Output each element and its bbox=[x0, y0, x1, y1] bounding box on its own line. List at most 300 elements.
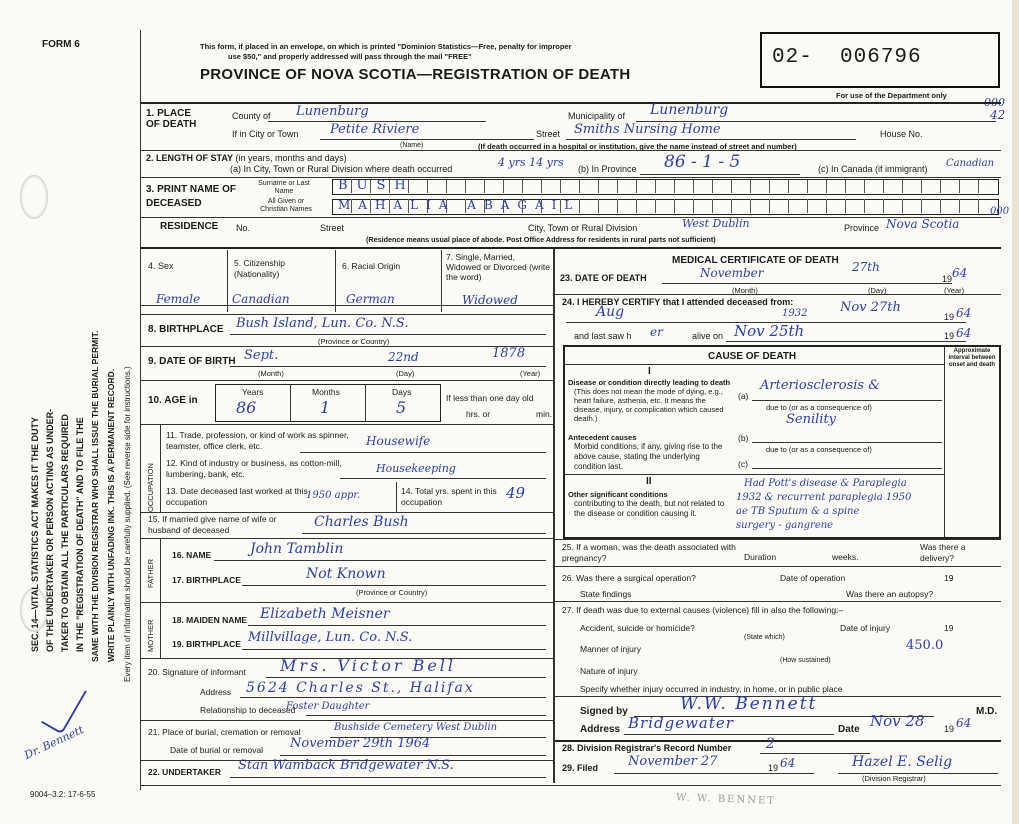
registrar-stamp: W. W. BENNET bbox=[675, 792, 777, 807]
vertical-line-1: SEC. 14—VITAL STATISTICS ACT MAKES IT THE DUTY bbox=[30, 416, 40, 652]
mother-maiden-value: Elizabeth Meisner bbox=[260, 606, 390, 622]
name-grid-cell bbox=[921, 179, 922, 193]
birthplace-line bbox=[230, 334, 546, 335]
trade-line bbox=[300, 452, 546, 453]
residence-label: RESIDENCE bbox=[160, 221, 219, 232]
date-of-death-year: 64 bbox=[952, 266, 968, 280]
sign-address-value: Bridgewater bbox=[628, 714, 734, 732]
years-label: Years bbox=[242, 387, 264, 397]
burial-date-line bbox=[280, 755, 546, 756]
father-side-line bbox=[160, 538, 161, 602]
manner-label: Manner of injury bbox=[580, 644, 641, 654]
delivery-label: Was there a delivery? bbox=[920, 542, 966, 563]
relationship-line bbox=[306, 715, 546, 716]
name-grid-cell bbox=[465, 179, 466, 193]
informant-sig-value: Mrs. Victor Bell bbox=[280, 656, 457, 675]
date-of-death-month: November bbox=[700, 266, 764, 280]
vertical-line-2: OF THE UNDERTAKER OR PERSON ACTING AS UNDER- bbox=[45, 408, 55, 652]
name-grid-cell bbox=[807, 179, 808, 193]
signed-value: W.W. Bennett bbox=[680, 694, 818, 714]
city-label: If in City or Town bbox=[232, 129, 299, 139]
house-label: House No. bbox=[880, 129, 923, 139]
name-grid-cell bbox=[484, 179, 485, 193]
margin-divider bbox=[140, 30, 141, 790]
weeks-label: weeks. bbox=[832, 552, 859, 562]
date-of-death-day: 27th bbox=[852, 260, 880, 274]
dob-month-caption: (Month) bbox=[258, 369, 284, 378]
cause-c-line bbox=[752, 468, 942, 469]
medical-heading: MEDICAL CERTIFICATE OF DEATH bbox=[672, 255, 839, 266]
birthplace-caption: (Province or Country) bbox=[318, 337, 390, 346]
name-grid-cell bbox=[750, 179, 751, 193]
filed-year: 64 bbox=[780, 756, 796, 770]
other-line-3: ae TB Sputum & a spine bbox=[736, 506, 860, 517]
city-value: Petite Riviere bbox=[330, 122, 420, 137]
age-label: 10. AGE in bbox=[148, 395, 198, 406]
name-grid-cell bbox=[902, 179, 903, 193]
residence-note: (Residence means usual place of abode. Post Office Address for residents in rural parts not sufficient) bbox=[366, 235, 716, 244]
registration-number-box bbox=[760, 32, 1000, 88]
stay-c-value: Canadian bbox=[946, 158, 995, 169]
name-grid-cell bbox=[636, 199, 637, 213]
name-grid-cell bbox=[883, 199, 884, 213]
years-value: 86 bbox=[236, 398, 257, 417]
name-grid-cell bbox=[959, 179, 960, 193]
dob-label: 9. DATE OF BIRTH bbox=[148, 356, 236, 367]
sex-label: 4. Sex bbox=[148, 261, 174, 271]
name-grid-cell bbox=[522, 179, 523, 193]
name-grid-cell bbox=[636, 179, 637, 193]
vertical-line-3: TAKER TO OBTAIN ALL THE PARTICULARS REQUIRED bbox=[60, 414, 70, 652]
name-grid-cell bbox=[921, 199, 922, 213]
name-grid-cell bbox=[712, 199, 713, 213]
age-sep-1 bbox=[290, 384, 291, 421]
certify-to-year: 64 bbox=[956, 306, 972, 320]
days-label: Days bbox=[392, 387, 412, 397]
total-years-label: 14. Total yrs. spent in this occupation bbox=[401, 486, 497, 507]
surgery-label: 26. Was there a surgical operation? bbox=[562, 573, 696, 583]
name-grid-cell bbox=[940, 199, 941, 213]
municipality-label: Municipality of bbox=[568, 111, 626, 121]
name-grid-cell bbox=[598, 199, 599, 213]
hrs-label: hrs. or bbox=[466, 409, 491, 419]
rule-3 bbox=[141, 177, 1001, 178]
rule-24 bbox=[555, 294, 1001, 295]
racial-label: 6. Racial Origin bbox=[342, 261, 401, 271]
last-worked-label: 13. Date deceased last worked at this occupation bbox=[166, 486, 308, 507]
father-birthplace-line bbox=[242, 585, 546, 586]
mother-birthplace-line bbox=[242, 649, 546, 650]
months-value: 1 bbox=[320, 398, 331, 417]
name-grid-cell bbox=[864, 199, 865, 213]
county-value: Lunenburg bbox=[296, 104, 369, 119]
spouse-label: 15. If married give name of wife or husband of deceased bbox=[148, 514, 277, 535]
alive-label: alive on bbox=[692, 331, 724, 341]
name-grid-cell bbox=[427, 179, 428, 193]
other-line-2: 1932 & recurrent paraplegia 1950 bbox=[736, 492, 912, 503]
spouse-line bbox=[302, 533, 546, 534]
city-line bbox=[320, 139, 534, 140]
rule-25 bbox=[555, 539, 1001, 540]
residence-side-code: 000 bbox=[990, 206, 1010, 217]
dob-year-caption: (Year) bbox=[520, 369, 541, 378]
rule-11 bbox=[141, 424, 553, 425]
street-label: Street bbox=[536, 129, 561, 139]
name-grid-cell bbox=[598, 179, 599, 193]
cause-a-line bbox=[752, 400, 942, 401]
surname-value: BUSH bbox=[338, 178, 415, 193]
burial-date-value: November 29th 1964 bbox=[290, 736, 431, 751]
rule-28 bbox=[555, 740, 1001, 742]
stay-label-row: 2. LENGTH OF STAY (in years, months and days) bbox=[146, 153, 347, 163]
record-label: 28. Division Registrar's Record Number bbox=[562, 743, 732, 753]
rule-top bbox=[141, 102, 1001, 104]
name-grid-cell bbox=[978, 179, 979, 193]
cause-head-rule bbox=[565, 364, 944, 365]
birthplace-value: Bush Island, Lun. Co. N.S. bbox=[236, 316, 409, 331]
rule-16 bbox=[141, 538, 553, 539]
name-grid-cell bbox=[845, 179, 846, 193]
mail-notice-2: use $50," and properly addressed will pass through the mail "FREE" bbox=[228, 52, 472, 61]
external-label: 27. If death was due to external causes (violence) fill in also the following:– bbox=[562, 605, 844, 615]
roman-2: II bbox=[646, 476, 652, 487]
certify-from-year: 1932 bbox=[782, 308, 808, 319]
father-birthplace-value: Not Known bbox=[306, 566, 386, 582]
name-grid-cell bbox=[788, 179, 789, 193]
filed-line bbox=[614, 773, 814, 774]
name-grid-cell bbox=[769, 199, 770, 213]
rule-15 bbox=[141, 512, 553, 513]
father-name-value: John Tamblin bbox=[250, 541, 344, 557]
dod-month-caption: (Month) bbox=[732, 286, 758, 295]
industry-value: Housekeeping bbox=[376, 462, 456, 475]
alive-line bbox=[726, 341, 966, 342]
given-label: All Given or Christian Names bbox=[260, 198, 312, 213]
total-years-value: 49 bbox=[506, 484, 526, 502]
burial-place-label: 21. Place of burial, cremation or removal bbox=[148, 727, 301, 737]
punch-hole-top bbox=[20, 175, 48, 219]
cause-c-label: (c) bbox=[738, 459, 748, 469]
name-grid-cell bbox=[674, 199, 675, 213]
sign-year: 64 bbox=[956, 716, 972, 730]
interval-heading: Approximate interval between onset and death bbox=[948, 348, 996, 368]
interval-col-line bbox=[944, 347, 945, 537]
name-grid-cell bbox=[788, 199, 789, 213]
name-grid-cell bbox=[959, 199, 960, 213]
cause-heading: CAUSE OF DEATH bbox=[708, 351, 797, 362]
hospital-note: (If death occurred in a hospital or institution, give the name instead of street and number) bbox=[478, 142, 797, 151]
state-which-caption: (State which) bbox=[744, 634, 785, 641]
dob-month-value: Sept. bbox=[244, 348, 279, 363]
industry-line bbox=[340, 478, 546, 479]
alive-value: Nov 25th bbox=[734, 322, 805, 340]
name-grid-cell bbox=[655, 199, 656, 213]
date-operation-label: Date of operation bbox=[780, 573, 846, 583]
name-grid-cell bbox=[807, 199, 808, 213]
occupation-side-line bbox=[160, 424, 161, 512]
date-of-death-year-prefix: 19 bbox=[942, 274, 953, 284]
street-value: Smiths Nursing Home bbox=[574, 122, 721, 137]
dod-year-caption: (Year) bbox=[944, 286, 965, 295]
mother-maiden-line bbox=[248, 625, 546, 626]
vertical-line-4: IN THE "REGISTRATION OF DEATH" AND TO FILE THE bbox=[75, 417, 85, 652]
name-grid-cell bbox=[826, 199, 827, 213]
cause-ii-rule bbox=[565, 474, 944, 475]
vertical-line-6: WRITE PLAINLY WITH UNFADING INK. THIS IS A PERMANENT RECORD. bbox=[106, 368, 116, 662]
name-grid-cell bbox=[617, 199, 618, 213]
other-line-1: Had Pott's disease & Paraplegia bbox=[744, 478, 907, 489]
how-caption: (How sustained) bbox=[780, 657, 831, 664]
dob-day-caption: (Day) bbox=[396, 369, 415, 378]
name-grid-cell bbox=[883, 179, 884, 193]
direct-label: Disease or condition directly leading to death bbox=[568, 378, 731, 387]
filed-value: November 27 bbox=[628, 754, 718, 769]
sign-address-line bbox=[624, 734, 834, 735]
last-saw-label: and last saw h bbox=[574, 331, 632, 341]
surname-label: Surname or Last Name bbox=[258, 180, 310, 195]
name-grid-cell bbox=[617, 179, 618, 193]
street-line bbox=[566, 139, 856, 140]
mother-maiden-label: 18. MAIDEN NAME bbox=[172, 615, 248, 625]
registrar-caption: (Division Registrar) bbox=[862, 774, 926, 783]
dob-day-value: 22nd bbox=[388, 350, 419, 364]
burial-date-label: Date of burial or removal bbox=[170, 745, 264, 755]
certify-to: Nov 27th bbox=[840, 300, 901, 315]
trade-value: Housewife bbox=[366, 434, 431, 448]
undertaker-line bbox=[230, 777, 546, 778]
dob-line bbox=[230, 366, 546, 367]
form-label: FORM 6 bbox=[42, 39, 80, 50]
signed-label: Signed by bbox=[580, 706, 628, 717]
dept-use-note: For use of the Department only bbox=[836, 91, 947, 100]
dept-code-2: 42 bbox=[990, 108, 1006, 122]
sign-year-prefix: 19 bbox=[944, 724, 955, 734]
filed-year-prefix: 19 bbox=[768, 763, 779, 773]
spouse-value: Charles Bush bbox=[314, 514, 409, 530]
name-grid-cell bbox=[693, 199, 694, 213]
rule-bottom bbox=[141, 785, 1001, 786]
last-worked-value: 1950 appr. bbox=[306, 490, 361, 501]
cause-a-value: Arteriosclerosis & bbox=[760, 378, 880, 393]
stay-b-label: (b) In Province bbox=[578, 164, 637, 174]
registrar-signature: Hazel E. Selig bbox=[852, 754, 953, 770]
name-label: 3. PRINT NAME OF DECEASED bbox=[146, 184, 237, 209]
sign-date-label: Date bbox=[838, 724, 860, 735]
stay-a-value: 4 yrs 14 yrs bbox=[498, 156, 564, 169]
rule-10 bbox=[141, 380, 553, 381]
mother-side-line bbox=[160, 602, 161, 658]
informant-address-value: 5624 Charles St., Halifax bbox=[246, 680, 475, 696]
city-name-caption: (Name) bbox=[400, 142, 424, 149]
rule-21 bbox=[141, 720, 553, 721]
name-grid-cell bbox=[579, 179, 580, 193]
stay-b-line bbox=[640, 174, 800, 175]
findings-label: State findings bbox=[580, 589, 632, 599]
antecedent-label: Antecedent causes bbox=[568, 433, 637, 442]
stay-c-label: (c) In Canada (if immigrant) bbox=[818, 164, 928, 174]
certify-to-year-prefix: 19 bbox=[944, 312, 955, 322]
name-grid-cell bbox=[940, 179, 941, 193]
trade-label: 11. Trade, profession, or kind of work as spinner, teamster, office clerk, etc. bbox=[166, 430, 349, 451]
rule-2 bbox=[141, 150, 1001, 151]
injury-code: 450.0 bbox=[906, 638, 944, 653]
rule-18 bbox=[141, 602, 553, 603]
sex-value: Female bbox=[156, 292, 201, 306]
birthplace-label: 8. BIRTHPLACE bbox=[148, 324, 224, 335]
name-grid-cell bbox=[731, 179, 732, 193]
informant-address-line bbox=[240, 697, 546, 698]
md-label: M.D. bbox=[976, 706, 998, 717]
date-of-death-label: 23. DATE OF DEATH bbox=[560, 273, 647, 283]
due-to-1: due to (or as a consequence of) bbox=[766, 403, 872, 412]
residence-city-value: West Dublin bbox=[682, 217, 750, 230]
months-label: Months bbox=[312, 387, 340, 397]
mother-birthplace-label: 19. BIRTHPLACE bbox=[172, 639, 241, 649]
industry-label: 12. Kind of industry or business, as cotton-mill, lumbering, bank, etc. bbox=[166, 458, 342, 479]
name-grid-cell bbox=[693, 179, 694, 193]
given-value: MAHALIA ABAGAIL bbox=[338, 198, 581, 212]
residence-no-label: No. bbox=[236, 223, 251, 233]
name-grid-cell bbox=[655, 179, 656, 193]
place-label: 1. PLACE OF DEATH bbox=[146, 108, 197, 130]
certify-from: Aug bbox=[596, 304, 625, 320]
status-value: Widowed bbox=[462, 293, 518, 307]
father-name-line bbox=[214, 560, 546, 561]
rule-26 bbox=[555, 566, 1001, 567]
undertaker-label: 22. UNDERTAKER bbox=[148, 767, 222, 777]
sign-date-value: Nov 28 bbox=[870, 712, 925, 730]
injury-date-prefix: 19 bbox=[944, 623, 954, 633]
informant-sig-label: 20. Signature of informant bbox=[148, 667, 246, 677]
relationship-value: Foster Daughter bbox=[286, 701, 370, 712]
other-line-4: surgery - gangrene bbox=[736, 520, 834, 531]
dob-year-value: 1878 bbox=[492, 346, 526, 361]
under-day-label: If less than one day old bbox=[446, 393, 534, 403]
residence-province-label: Province bbox=[844, 223, 880, 233]
father-name-label: 16. NAME bbox=[172, 550, 212, 560]
nature-label: Nature of injury bbox=[580, 666, 638, 676]
name-grid-cell bbox=[902, 199, 903, 213]
record-value: 2 bbox=[766, 736, 775, 752]
name-grid-cell bbox=[845, 199, 846, 213]
duration-label: Duration bbox=[744, 552, 777, 562]
undertaker-value: Stan Wamback Bridgewater N.S. bbox=[238, 758, 454, 773]
name-grid-cell bbox=[978, 199, 979, 213]
form-code: 9004–3.2: 17-6-55 bbox=[30, 790, 96, 799]
woman-label: 25. If a woman, was the death associated with pregnancy? bbox=[562, 542, 736, 563]
days-value: 5 bbox=[396, 398, 407, 417]
antecedent-note: Morbid conditions, if any, giving rise to the above cause, stating the underlying condition last. bbox=[574, 442, 723, 471]
rule-27 bbox=[555, 601, 1001, 602]
cause-a-label: (a) bbox=[738, 391, 749, 401]
name-grid-cell bbox=[503, 179, 504, 193]
name-grid-cell bbox=[446, 179, 447, 193]
name-grid-cell bbox=[731, 199, 732, 213]
accident-label: Accident, suicide or homicide? bbox=[580, 623, 695, 633]
rule-8 bbox=[141, 314, 553, 315]
injury-date-label: Date of injury bbox=[840, 623, 891, 633]
doctor-note: Dr. Bennett bbox=[22, 723, 86, 762]
father-side-label: FATHER bbox=[146, 558, 155, 588]
mother-birthplace-value: Millvillage, Lun. Co. N.S. bbox=[248, 630, 413, 645]
name-grid-cell bbox=[541, 179, 542, 193]
stay-b-value: 86 - 1 - 5 bbox=[664, 152, 741, 172]
other-note: contributing to the death, but not related to the disease or condition causing it. bbox=[574, 499, 725, 518]
vertical-line-7: Every item of information should be carefully supplied. (See reverse side for instructions.) bbox=[123, 366, 132, 682]
autopsy-label: Was there an autopsy? bbox=[846, 589, 934, 599]
dept-code-1: 000 bbox=[984, 96, 1005, 109]
citizenship-label: 5. Citizenship (Nationality) bbox=[234, 258, 286, 279]
mail-notice-1: This form, if placed in an envelope, on which is printed "Dominion Statistics—Free, penalty for improper bbox=[200, 42, 572, 51]
name-grid-cell bbox=[560, 179, 561, 193]
father-birthplace-caption: (Province or Country) bbox=[356, 588, 428, 597]
stay-a-label: (a) In City, Town or Rural Division where death occurred bbox=[230, 164, 453, 174]
last-saw-suffix: er bbox=[650, 325, 663, 339]
age-sep-2 bbox=[365, 384, 366, 421]
dod-day-caption: (Day) bbox=[868, 286, 887, 295]
center-divider bbox=[553, 249, 555, 783]
occupation-side-label: OCCUPATION bbox=[146, 463, 155, 512]
direct-note: (This does not mean the mode of dying, e.g., heart failure, asthenia, etc. It means the disease, injury, or complication which caused death.) bbox=[574, 387, 724, 423]
sep-4-5 bbox=[227, 250, 228, 312]
registration-number: 02- 006796 bbox=[772, 46, 922, 69]
sign-address-label: Address bbox=[580, 724, 621, 735]
residence-city-label: City, Town or Rural Division bbox=[528, 223, 638, 233]
cause-b-value: Senility bbox=[786, 412, 837, 427]
residence-province-value: Nova Scotia bbox=[886, 217, 960, 231]
sep-6-7 bbox=[441, 250, 442, 312]
municipality-value: Lunenburg bbox=[650, 102, 729, 118]
name-grid-cell bbox=[712, 179, 713, 193]
filed-label: 29. Filed bbox=[562, 763, 599, 773]
status-label: 7. Single, Married, Widowed or Divorced (write the word) bbox=[446, 252, 550, 282]
date-of-death-line bbox=[662, 283, 952, 284]
alive-year-prefix: 19 bbox=[944, 331, 955, 341]
date-operation-prefix: 19 bbox=[944, 573, 954, 583]
burial-place-value: Bushside Cemetery West Dublin bbox=[334, 722, 498, 733]
racial-value: German bbox=[346, 292, 395, 306]
cause-b-line bbox=[752, 442, 942, 443]
rule-main-1 bbox=[141, 247, 1001, 249]
citizenship-value: Canadian bbox=[232, 292, 290, 306]
informant-address-label: Address bbox=[200, 687, 232, 697]
certify-label: 24. I HEREBY CERTIFY that I attended deceased from: bbox=[562, 297, 794, 307]
name-grid-cell bbox=[826, 179, 827, 193]
father-birthplace-label: 17. BIRTHPLACE bbox=[172, 575, 241, 585]
name-grid-cell bbox=[674, 179, 675, 193]
residence-street-label: Street bbox=[320, 223, 345, 233]
informant-sig-line bbox=[266, 677, 546, 678]
county-label: County of bbox=[232, 111, 271, 121]
name-grid-cell bbox=[769, 179, 770, 193]
cause-b-label: (b) bbox=[738, 433, 749, 443]
roman-1: I bbox=[648, 366, 651, 377]
relationship-label: Relationship to deceased bbox=[200, 705, 296, 715]
sep-13-14 bbox=[396, 482, 397, 512]
vertical-line-5: SAME WITH THE DIVISION REGISTRAR WHO SHALL ISSUE THE BURIAL PERMIT. bbox=[90, 330, 100, 662]
sep-5-6 bbox=[335, 250, 336, 312]
other-label: Other significant conditions bbox=[568, 490, 668, 499]
mother-side-label: MOTHER bbox=[146, 619, 155, 652]
alive-year: 64 bbox=[956, 326, 972, 340]
specify-label: Specify whether injury occurred in industry, in home, or in public place bbox=[580, 684, 843, 694]
name-grid-cell bbox=[864, 179, 865, 193]
due-to-2: due to (or as a consequence of) bbox=[766, 445, 872, 454]
name-grid-cell bbox=[750, 199, 751, 213]
min-label: min. bbox=[536, 409, 553, 419]
rule-res bbox=[141, 217, 1001, 218]
form-title: PROVINCE OF NOVA SCOTIA—REGISTRATION OF DEATH bbox=[200, 66, 631, 83]
